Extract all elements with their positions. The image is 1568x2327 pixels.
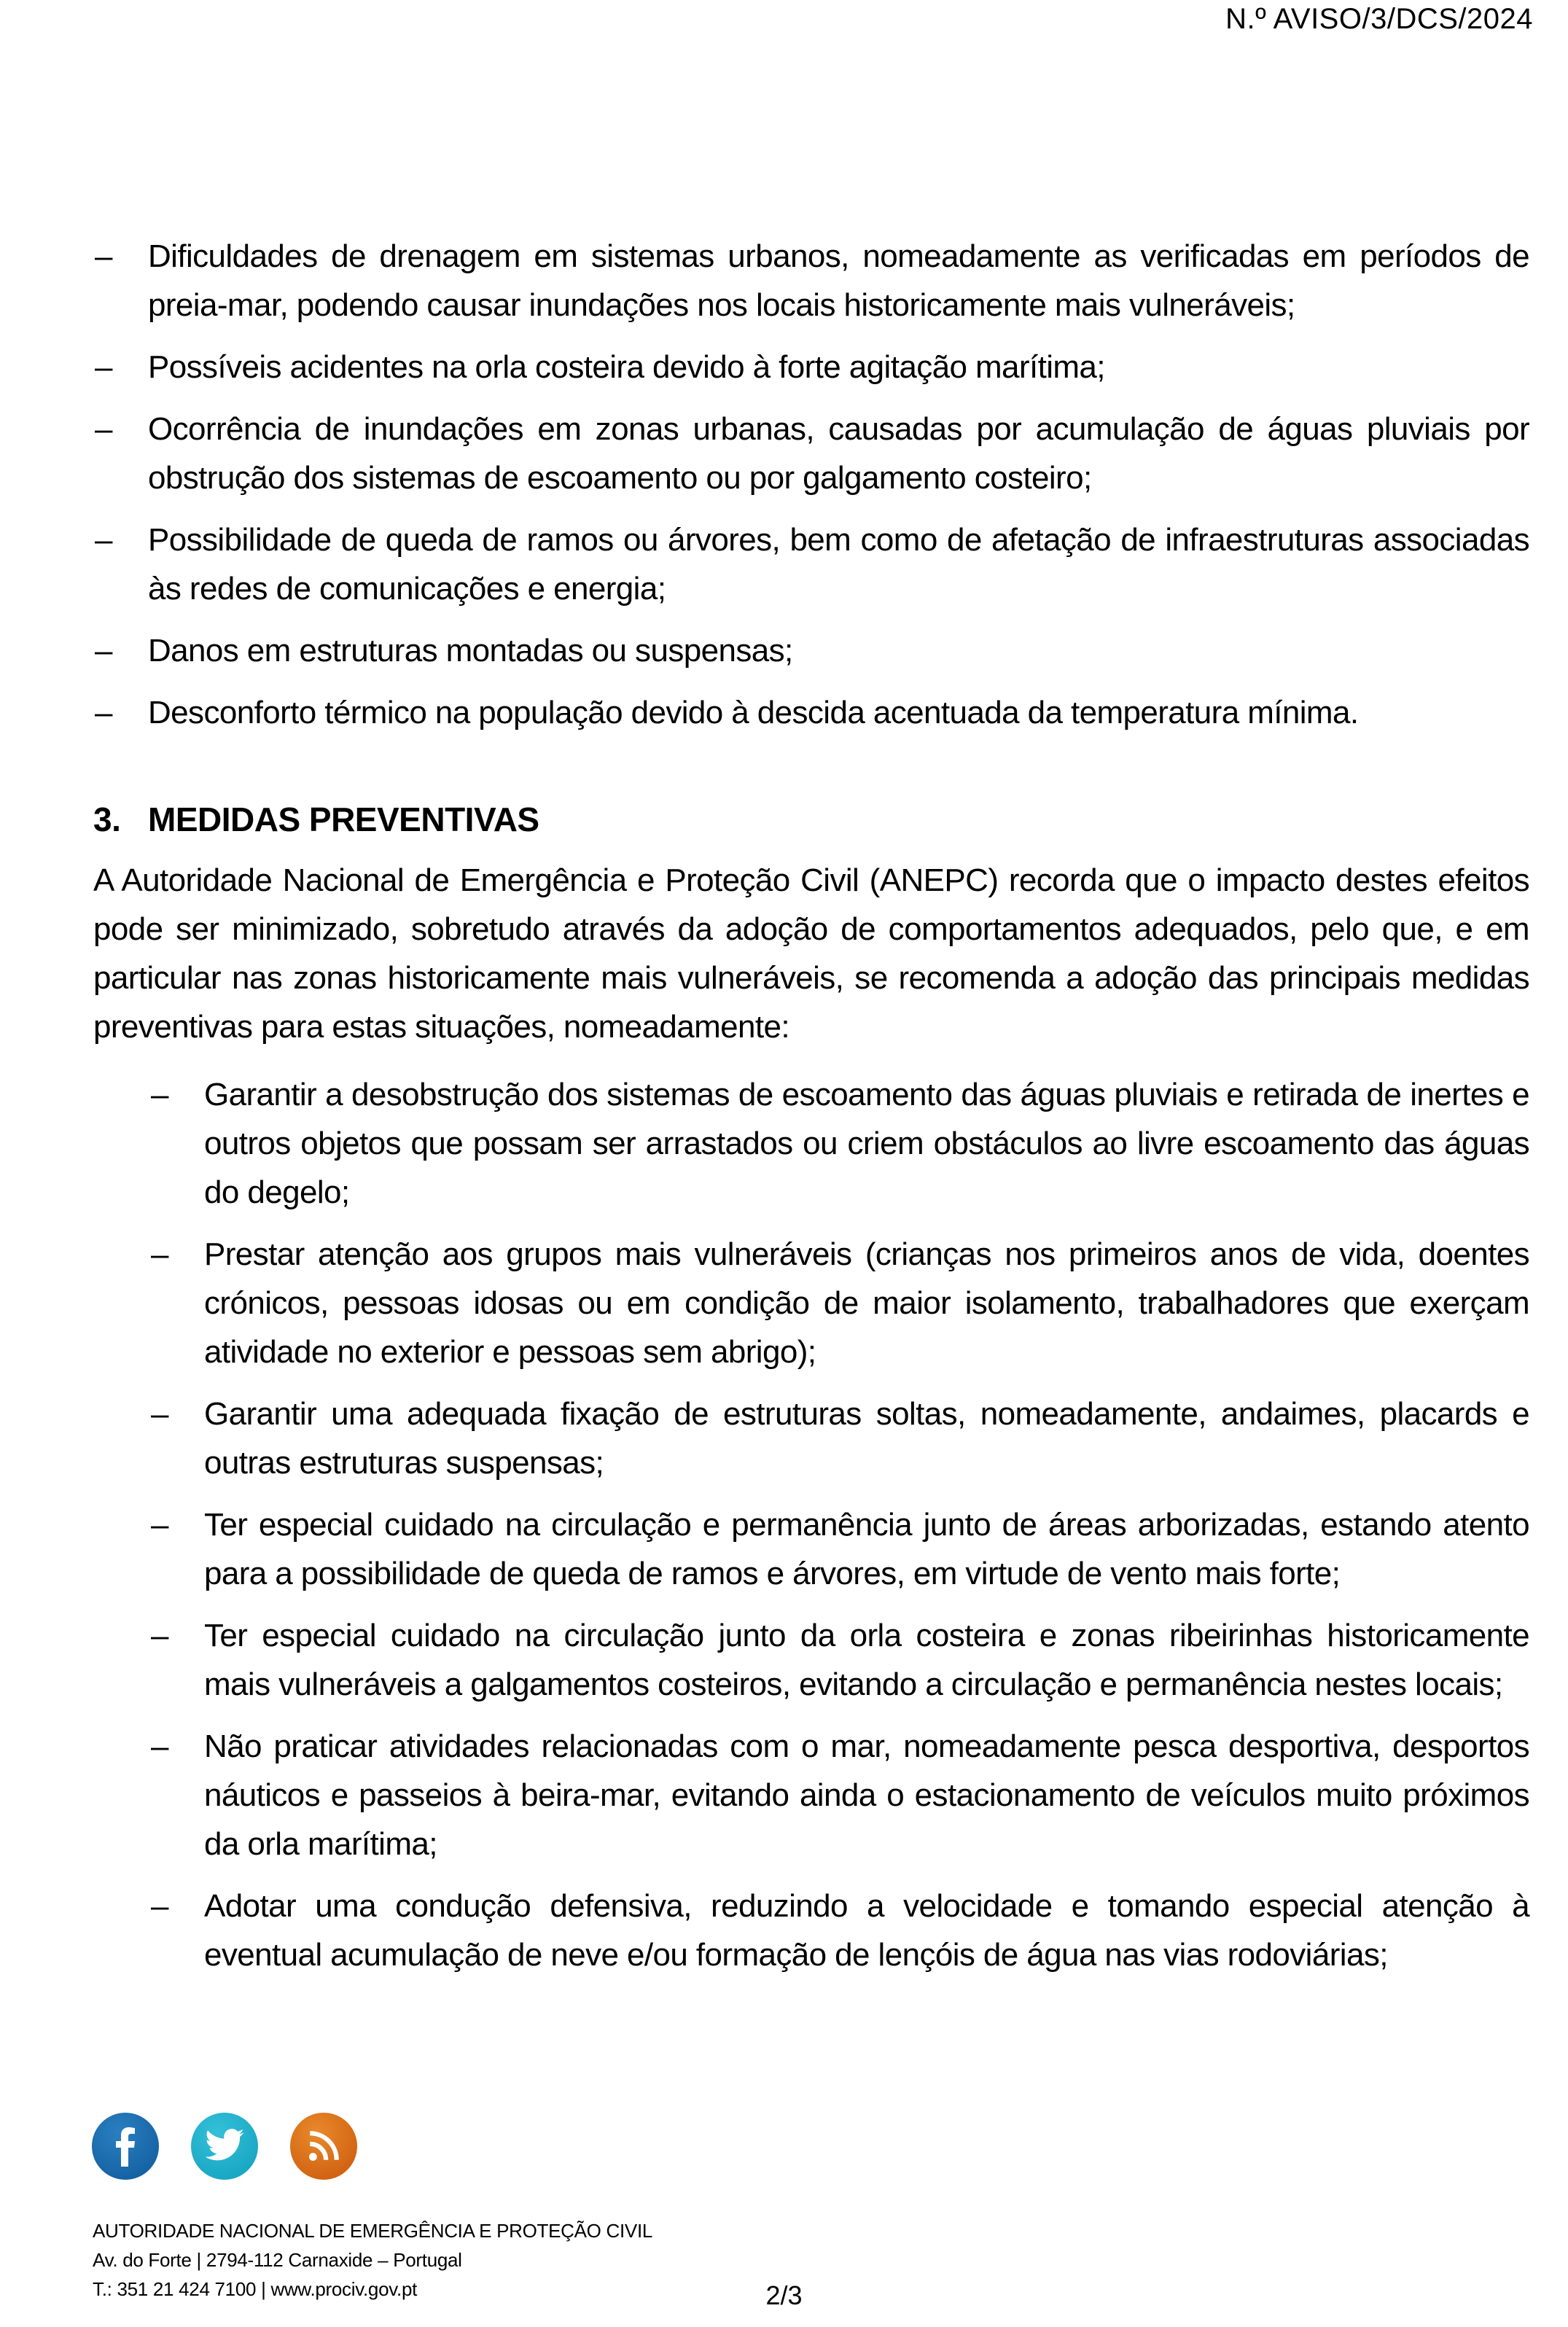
effects-list: [93, 232, 1529, 737]
list-item: – Desconforto térmico na população devido à descida acentuada da temperatura mínima.: [93, 688, 1529, 737]
document-body: [93, 232, 1529, 1992]
list-item: – Não praticar atividades relacionadas com o mar, nomeadamente pesca desportiva, desportos náuticos e passeios à beira-mar, evitando ainda o estacionamento de veículos muito próximos da orla marítima;: [149, 1722, 1529, 1868]
list-item: – Ocorrência de inundações em zonas urbanas, causadas por acumulação de águas pluviais por obstrução dos sistemas de escoamento ou por galgamento costeiro;: [93, 405, 1529, 502]
dash-bullet: –: [151, 1728, 168, 1764]
dash-bullet: –: [151, 1396, 168, 1432]
section-heading: [93, 795, 1529, 844]
dash-bullet: –: [151, 1618, 168, 1653]
dash-bullet: –: [95, 633, 112, 669]
dash-bullet: –: [95, 522, 112, 558]
preventive-measures-list: [149, 1070, 1529, 1979]
dash-bullet: –: [95, 349, 112, 385]
list-item: – Prestar atenção aos grupos mais vulneráveis (crianças nos primeiros anos de vida, doentes crónicos, pessoas idosas ou em condição de maior isolamento, trabalhadores que exerçam atividade no exterior e pessoas sem abrigo);: [149, 1230, 1529, 1376]
list-item: – Danos em estruturas montadas ou suspensas;: [93, 626, 1529, 675]
document-reference: N.º AVISO/3/DCS/2024: [1225, 3, 1533, 35]
list-item: – Possibilidade de queda de ramos ou árvores, bem como de afetação de infraestruturas associadas às redes de comunicações e energia;: [93, 515, 1529, 613]
dash-bullet: –: [95, 238, 112, 274]
list-item: – Dificuldades de drenagem em sistemas urbanos, nomeadamente as verificadas em períodos de preia-mar, podendo causar inundações nos locais historicamente mais vulneráveis;: [93, 232, 1529, 330]
list-item: – Ter especial cuidado na circulação e permanência junto de áreas arborizadas, estando atento para a possibilidade de queda de ramos e árvores, em virtude de vento mais forte;: [149, 1500, 1529, 1598]
dash-bullet: –: [95, 695, 112, 730]
dash-bullet: –: [95, 411, 112, 447]
list-item: – Garantir uma adequada fixação de estruturas soltas, nomeadamente, andaimes, placards e outras estruturas suspensas;: [149, 1389, 1529, 1487]
list-item: – Possíveis acidentes na orla costeira devido à forte agitação marítima;: [93, 343, 1529, 391]
organization-name: AUTORIDADE NACIONAL DE EMERGÊNCIA E PROTEÇÃO CIVIL: [93, 2220, 653, 2242]
dash-bullet: –: [151, 1507, 168, 1543]
rss-icon[interactable]: [290, 2113, 357, 2180]
social-links: [92, 2113, 357, 2180]
list-item: – Adotar uma condução defensiva, reduzindo a velocidade e tomando especial atenção à eventual acumulação de neve e/ou formação de lençóis de água nas vias rodoviárias;: [149, 1882, 1529, 1979]
dash-bullet: –: [151, 1888, 168, 1924]
section-intro: A Autoridade Nacional de Emergência e Proteção Civil (ANEPC) recorda que o impacto destes efeitos pode ser minimizado, sobretudo através da adoção de comportamentos adequados, pelo que, e em particular nas zonas historicamente mais vulneráveis, se recomenda a adoção das principais medidas preventivas para estas situações, nomeadamente:: [93, 862, 1529, 1045]
organization-address: Av. do Forte | 2794-112 Carnaxide – Portugal: [93, 2249, 462, 2271]
organization-contact: T.: 351 21 424 7100 | www.prociv.gov.pt: [93, 2278, 418, 2300]
list-item: – Garantir a desobstrução dos sistemas de escoamento das águas pluviais e retirada de inertes e outros objetos que possam ser arrastados ou criem obstáculos ao livre escoamento das águas do degelo;: [149, 1070, 1529, 1217]
dash-bullet: –: [151, 1077, 168, 1112]
facebook-icon[interactable]: [92, 2113, 159, 2180]
twitter-icon[interactable]: [191, 2113, 258, 2180]
section-title: MEDIDAS PREVENTIVAS: [148, 800, 539, 838]
dash-bullet: –: [151, 1236, 168, 1272]
section-number: 3.: [93, 800, 121, 838]
list-item: – Ter especial cuidado na circulação junto da orla costeira e zonas ribeirinhas historicamente mais vulneráveis a galgamentos costeiros, evitando a circulação e permanência nestes locais;: [149, 1611, 1529, 1709]
page-number: 2/3: [765, 2280, 803, 2310]
